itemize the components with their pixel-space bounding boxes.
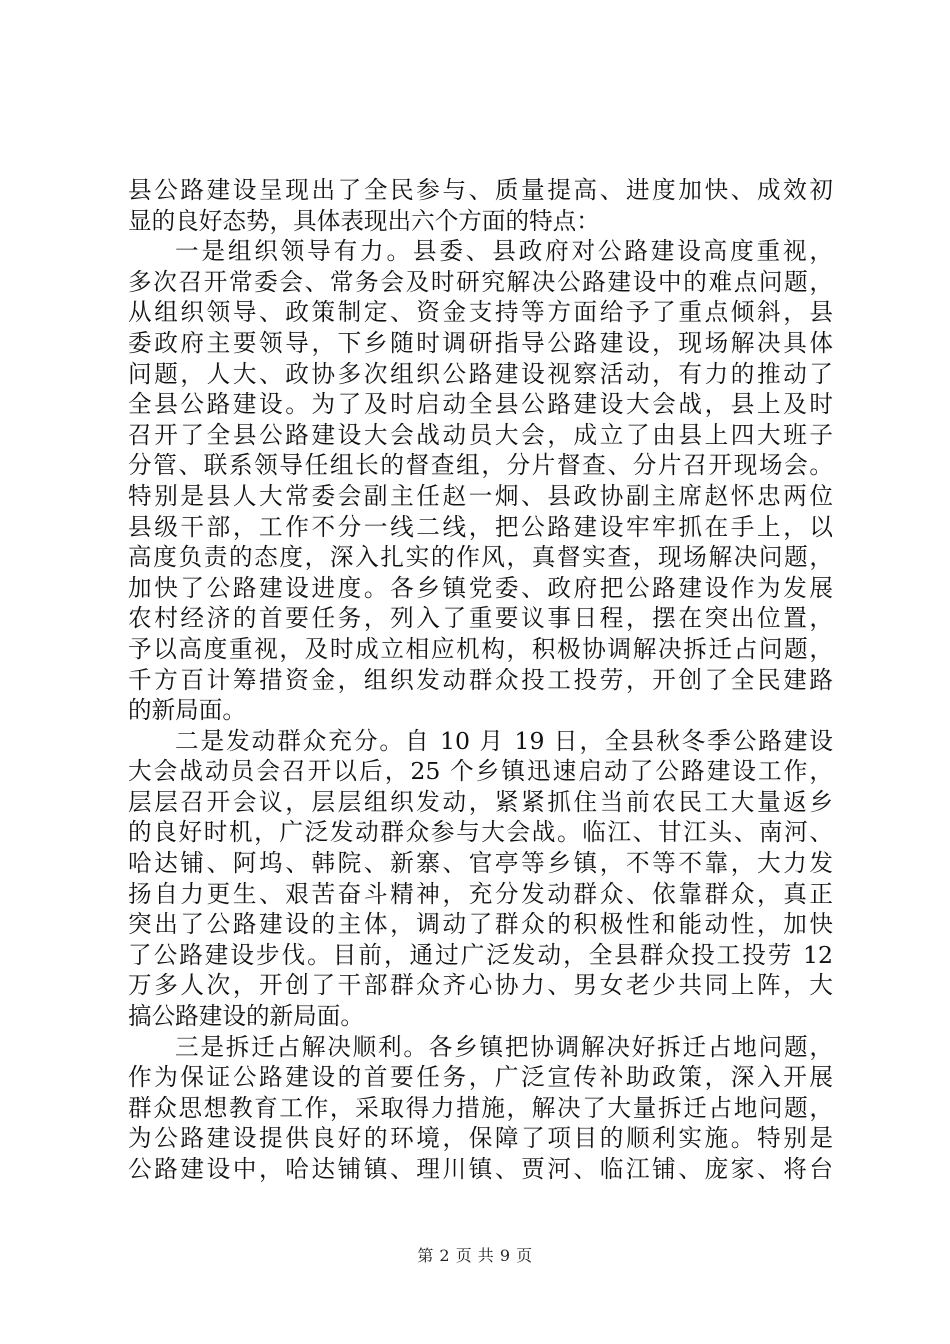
- text-line: 了公路建设步伐。目前，通过广泛发动，全县群众投工投劳 12: [128, 940, 833, 969]
- text-line: 县公路建设呈现出了全民参与、质量提高、进度加快、成效初: [128, 176, 833, 204]
- text-line: 召开了全县公路建设大会战动员大会，成立了由县上四大班子: [128, 420, 833, 449]
- text-line: 哈达铺、阿坞、韩院、新寨、官亭等乡镇，不等不靠，大力发: [128, 849, 833, 878]
- text-line: 委政府主要领导，下乡随时调研指导公路建设，现场解决具体: [128, 328, 833, 357]
- text-line: 群众思想教育工作，采取得力措施，解决了大量拆迁占地问题，: [128, 1093, 833, 1122]
- text-line: 作为保证公路建设的首要任务，广泛宣传补助政策，深入开展: [128, 1063, 833, 1092]
- text-line: 农村经济的首要任务，列入了重要议事日程，摆在突出位置，: [128, 604, 833, 633]
- text-line: 公路建设中，哈达铺镇、理川镇、贾河、临江铺、庞家、将台: [128, 1155, 833, 1183]
- text-line: 问题，人大、政协多次组织公路建设视察活动，有力的推动了: [128, 359, 833, 388]
- text-line: 从组织领导、政策制定、资金支持等方面给予了重点倾斜，县: [128, 298, 833, 327]
- document-body: [128, 175, 833, 1185]
- text-line: 万多人次，开创了干部群众齐心协力、男女老少共同上阵，大: [128, 971, 833, 1000]
- text-line: 千方百计筹措资金，组织发动群众投工投劳，开创了全民建路: [128, 665, 833, 694]
- text-line: 多次召开常委会、常务会及时研究解决公路建设中的难点问题，: [128, 267, 833, 296]
- paragraph-first-line: 一是组织领导有力。县委、县政府对公路建设高度重视，: [175, 237, 833, 266]
- text-line: 搞公路建设的新局面。: [128, 1002, 364, 1031]
- page-number-footer: 第 2 页 共 9 页: [417, 1246, 533, 1265]
- text-line: 大会战动员会召开以后，25 个乡镇迅速启动了公路建设工作，: [128, 757, 833, 786]
- text-line: 的良好时机，广泛发动群众参与大会战。临江、甘江头、南河、: [128, 818, 833, 847]
- paragraph-first-line: 三是拆迁占解决顺利。各乡镇把协调解决好拆迁占地问题，: [175, 1032, 833, 1061]
- text-line: 特别是县人大常委会副主任赵一炯、县政协副主席赵怀忠两位: [128, 481, 833, 510]
- text-line: 予以高度重视，及时成立相应机构，积极协调解决拆迁占问题，: [128, 634, 833, 663]
- text-line: 扬自力更生、艰苦奋斗精神，充分发动群众、依靠群众，真正: [128, 879, 833, 908]
- paragraph-first-line: 二是发动群众充分。自 10 月 19 日，全县秋冬季公路建设: [175, 726, 833, 755]
- text-line: 显的良好态势，具体表现出六个方面的特点：: [128, 206, 600, 235]
- text-line: 层层召开会议，层层组织发动，紧紧抓住当前农民工大量返乡: [128, 787, 833, 816]
- text-line: 分管、联系领导任组长的督查组，分片督查、分片召开现场会。: [128, 451, 833, 480]
- text-line: 全县公路建设。为了及时启动全县公路建设大会战，县上及时: [128, 390, 833, 419]
- text-line: 高度负责的态度，深入扎实的作风，真督实查，现场解决问题，: [128, 543, 833, 572]
- text-line: 加快了公路建设进度。各乡镇党委、政府把公路建设作为发展: [128, 573, 833, 602]
- text-line: 的新局面。: [128, 696, 246, 725]
- text-line: 县级干部，工作不分一线二线，把公路建设牢牢抓在手上，以: [128, 512, 833, 541]
- text-line: 为公路建设提供良好的环境，保障了项目的顺利实施。特别是: [128, 1124, 833, 1153]
- text-line: 突出了公路建设的主体，调动了群众的积极性和能动性，加快: [128, 910, 833, 939]
